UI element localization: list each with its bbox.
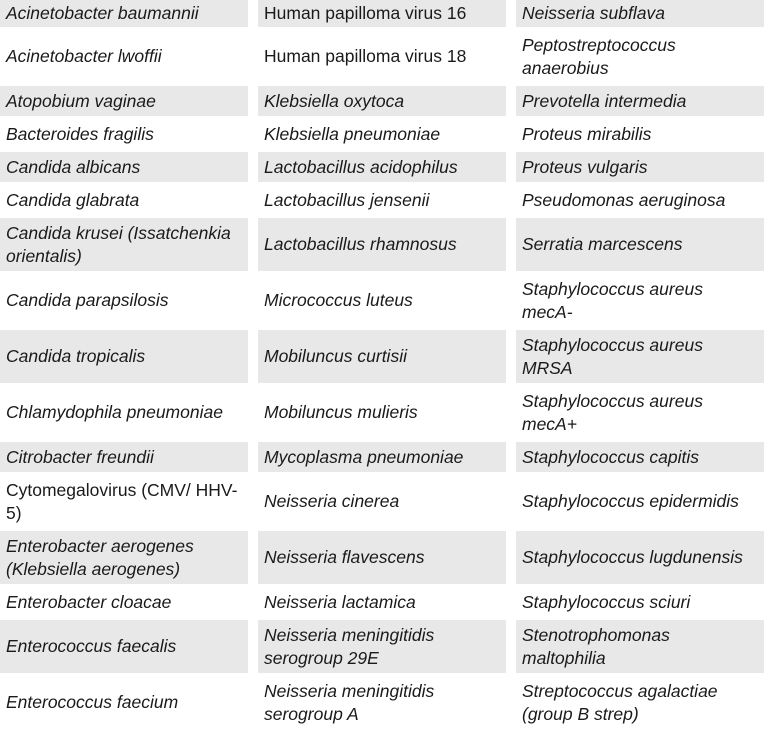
organism-name: Enterococcus faecium xyxy=(6,692,179,712)
table-cell xyxy=(516,475,764,528)
table-cell xyxy=(0,475,248,528)
organism-name: Enterobacter aerogenes (Klebsiella aerogenes) xyxy=(6,535,194,579)
organism-name: Human papilloma virus 18 xyxy=(264,46,467,66)
organism-name: Candida parapsilosis xyxy=(6,290,169,310)
table-cell xyxy=(516,531,764,584)
organism-name: Staphylococcus epidermidis xyxy=(522,491,739,511)
organism-name: Mobiluncus mulieris xyxy=(264,402,418,422)
organism-name: Human papilloma virus 16 xyxy=(264,3,467,23)
table-cell xyxy=(516,587,764,617)
organism-name: Lactobacillus acidophilus xyxy=(264,156,458,177)
organism-name: Neisseria flavescens xyxy=(264,547,425,567)
table-cell xyxy=(516,30,764,83)
organism-name: Micrococcus luteus xyxy=(264,290,413,310)
organism-name: Mobiluncus curtisii xyxy=(264,346,407,366)
table-cell xyxy=(258,442,506,472)
organism-name: Proteus mirabilis xyxy=(522,123,652,144)
organism-name: Acinetobacter baumannii xyxy=(6,3,199,23)
table-cell xyxy=(258,274,506,327)
organism-name: Staphylococcus aureus MRSA xyxy=(522,334,703,378)
organism-name: Staphylococcus capitis xyxy=(522,446,700,467)
table-cell xyxy=(258,676,506,729)
table-cell xyxy=(0,330,248,383)
table-cell xyxy=(0,676,248,729)
organism-name: Enterobacter cloacae xyxy=(6,591,172,612)
organism-name: Acinetobacter lwoffii xyxy=(6,46,162,66)
organism-name: Staphylococcus lugdunensis xyxy=(522,547,743,567)
organism-name: Candida krusei (Issatchenkia orientalis) xyxy=(6,222,231,266)
organism-name: Prevotella intermedia xyxy=(522,90,687,111)
table-cell xyxy=(0,531,248,584)
organism-name: Peptostreptococcus anaerobius xyxy=(522,34,676,78)
organism-name: Neisseria meningitidis serogroup A xyxy=(264,680,435,724)
table-cell xyxy=(0,218,248,271)
organism-name: Citrobacter freundii xyxy=(6,446,154,467)
organism-name: Stenotrophomonas maltophilia xyxy=(522,624,670,668)
organism-name: Chlamydophila pneumoniae xyxy=(6,402,223,422)
organism-name: Klebsiella pneumoniae xyxy=(264,123,441,144)
table-cell xyxy=(0,587,248,617)
table-cell xyxy=(258,185,506,215)
table-cell xyxy=(258,152,506,182)
table-cell xyxy=(516,119,764,149)
table-cell xyxy=(258,620,506,673)
organism-name: Neisseria cinerea xyxy=(264,491,400,511)
organism-name: Candida tropicalis xyxy=(6,346,146,366)
organism-name: Neisseria meningitidis serogroup 29E xyxy=(264,624,435,668)
organism-name: Bacteroides fragilis xyxy=(6,123,154,144)
table-cell xyxy=(258,30,506,83)
table-cell xyxy=(258,531,506,584)
organism-name: Lactobacillus rhamnosus xyxy=(264,234,457,254)
organism-name: Proteus vulgaris xyxy=(522,156,648,177)
table-cell xyxy=(516,0,764,27)
organism-name: Atopobium vaginae xyxy=(6,90,156,111)
table-cell xyxy=(0,0,248,27)
table-cell xyxy=(516,218,764,271)
table-cell xyxy=(258,386,506,439)
table-cell xyxy=(258,0,506,27)
table-cell xyxy=(0,274,248,327)
table-cell xyxy=(0,119,248,149)
table-cell xyxy=(258,119,506,149)
table-cell xyxy=(516,330,764,383)
organism-name: Staphylococcus sciuri xyxy=(522,591,691,612)
organism-name: Candida glabrata xyxy=(6,189,140,210)
table-cell xyxy=(258,330,506,383)
table-cell xyxy=(516,442,764,472)
table-cell xyxy=(258,86,506,116)
table-cell xyxy=(258,587,506,617)
table-cell xyxy=(0,185,248,215)
table-cell xyxy=(0,86,248,116)
table-cell xyxy=(516,620,764,673)
organism-name: Lactobacillus jensenii xyxy=(264,189,430,210)
table-cell xyxy=(0,620,248,673)
table-cell xyxy=(516,86,764,116)
table-cell xyxy=(0,386,248,439)
organism-name: Klebsiella oxytoca xyxy=(264,90,405,111)
organism-name: Serratia marcescens xyxy=(522,234,683,254)
organism-name: Enterococcus faecalis xyxy=(6,636,177,656)
organism-name: Neisseria lactamica xyxy=(264,591,416,612)
table-cell xyxy=(258,218,506,271)
table-cell xyxy=(516,152,764,182)
organism-name: Pseudomonas aeruginosa xyxy=(522,189,726,210)
organism-name: Mycoplasma pneumoniae xyxy=(264,446,464,467)
table-cell xyxy=(516,185,764,215)
table-cell xyxy=(516,274,764,327)
table-cell xyxy=(0,30,248,83)
table-cell xyxy=(0,152,248,182)
table-cell xyxy=(516,386,764,439)
organism-name: Staphylococcus aureus mecA+ xyxy=(522,390,703,434)
organism-name: Candida albicans xyxy=(6,156,141,177)
organism-name: Cytomegalovirus (CMV/ HHV-5) xyxy=(6,479,238,523)
organism-name: Streptococcus agalactiae (group B strep) xyxy=(522,680,718,724)
table-cell xyxy=(516,676,764,729)
organism-name: Neisseria subflava xyxy=(522,3,665,23)
organism-name: Staphylococcus aureus mecA- xyxy=(522,278,703,322)
table-cell xyxy=(0,442,248,472)
table-cell xyxy=(258,475,506,528)
